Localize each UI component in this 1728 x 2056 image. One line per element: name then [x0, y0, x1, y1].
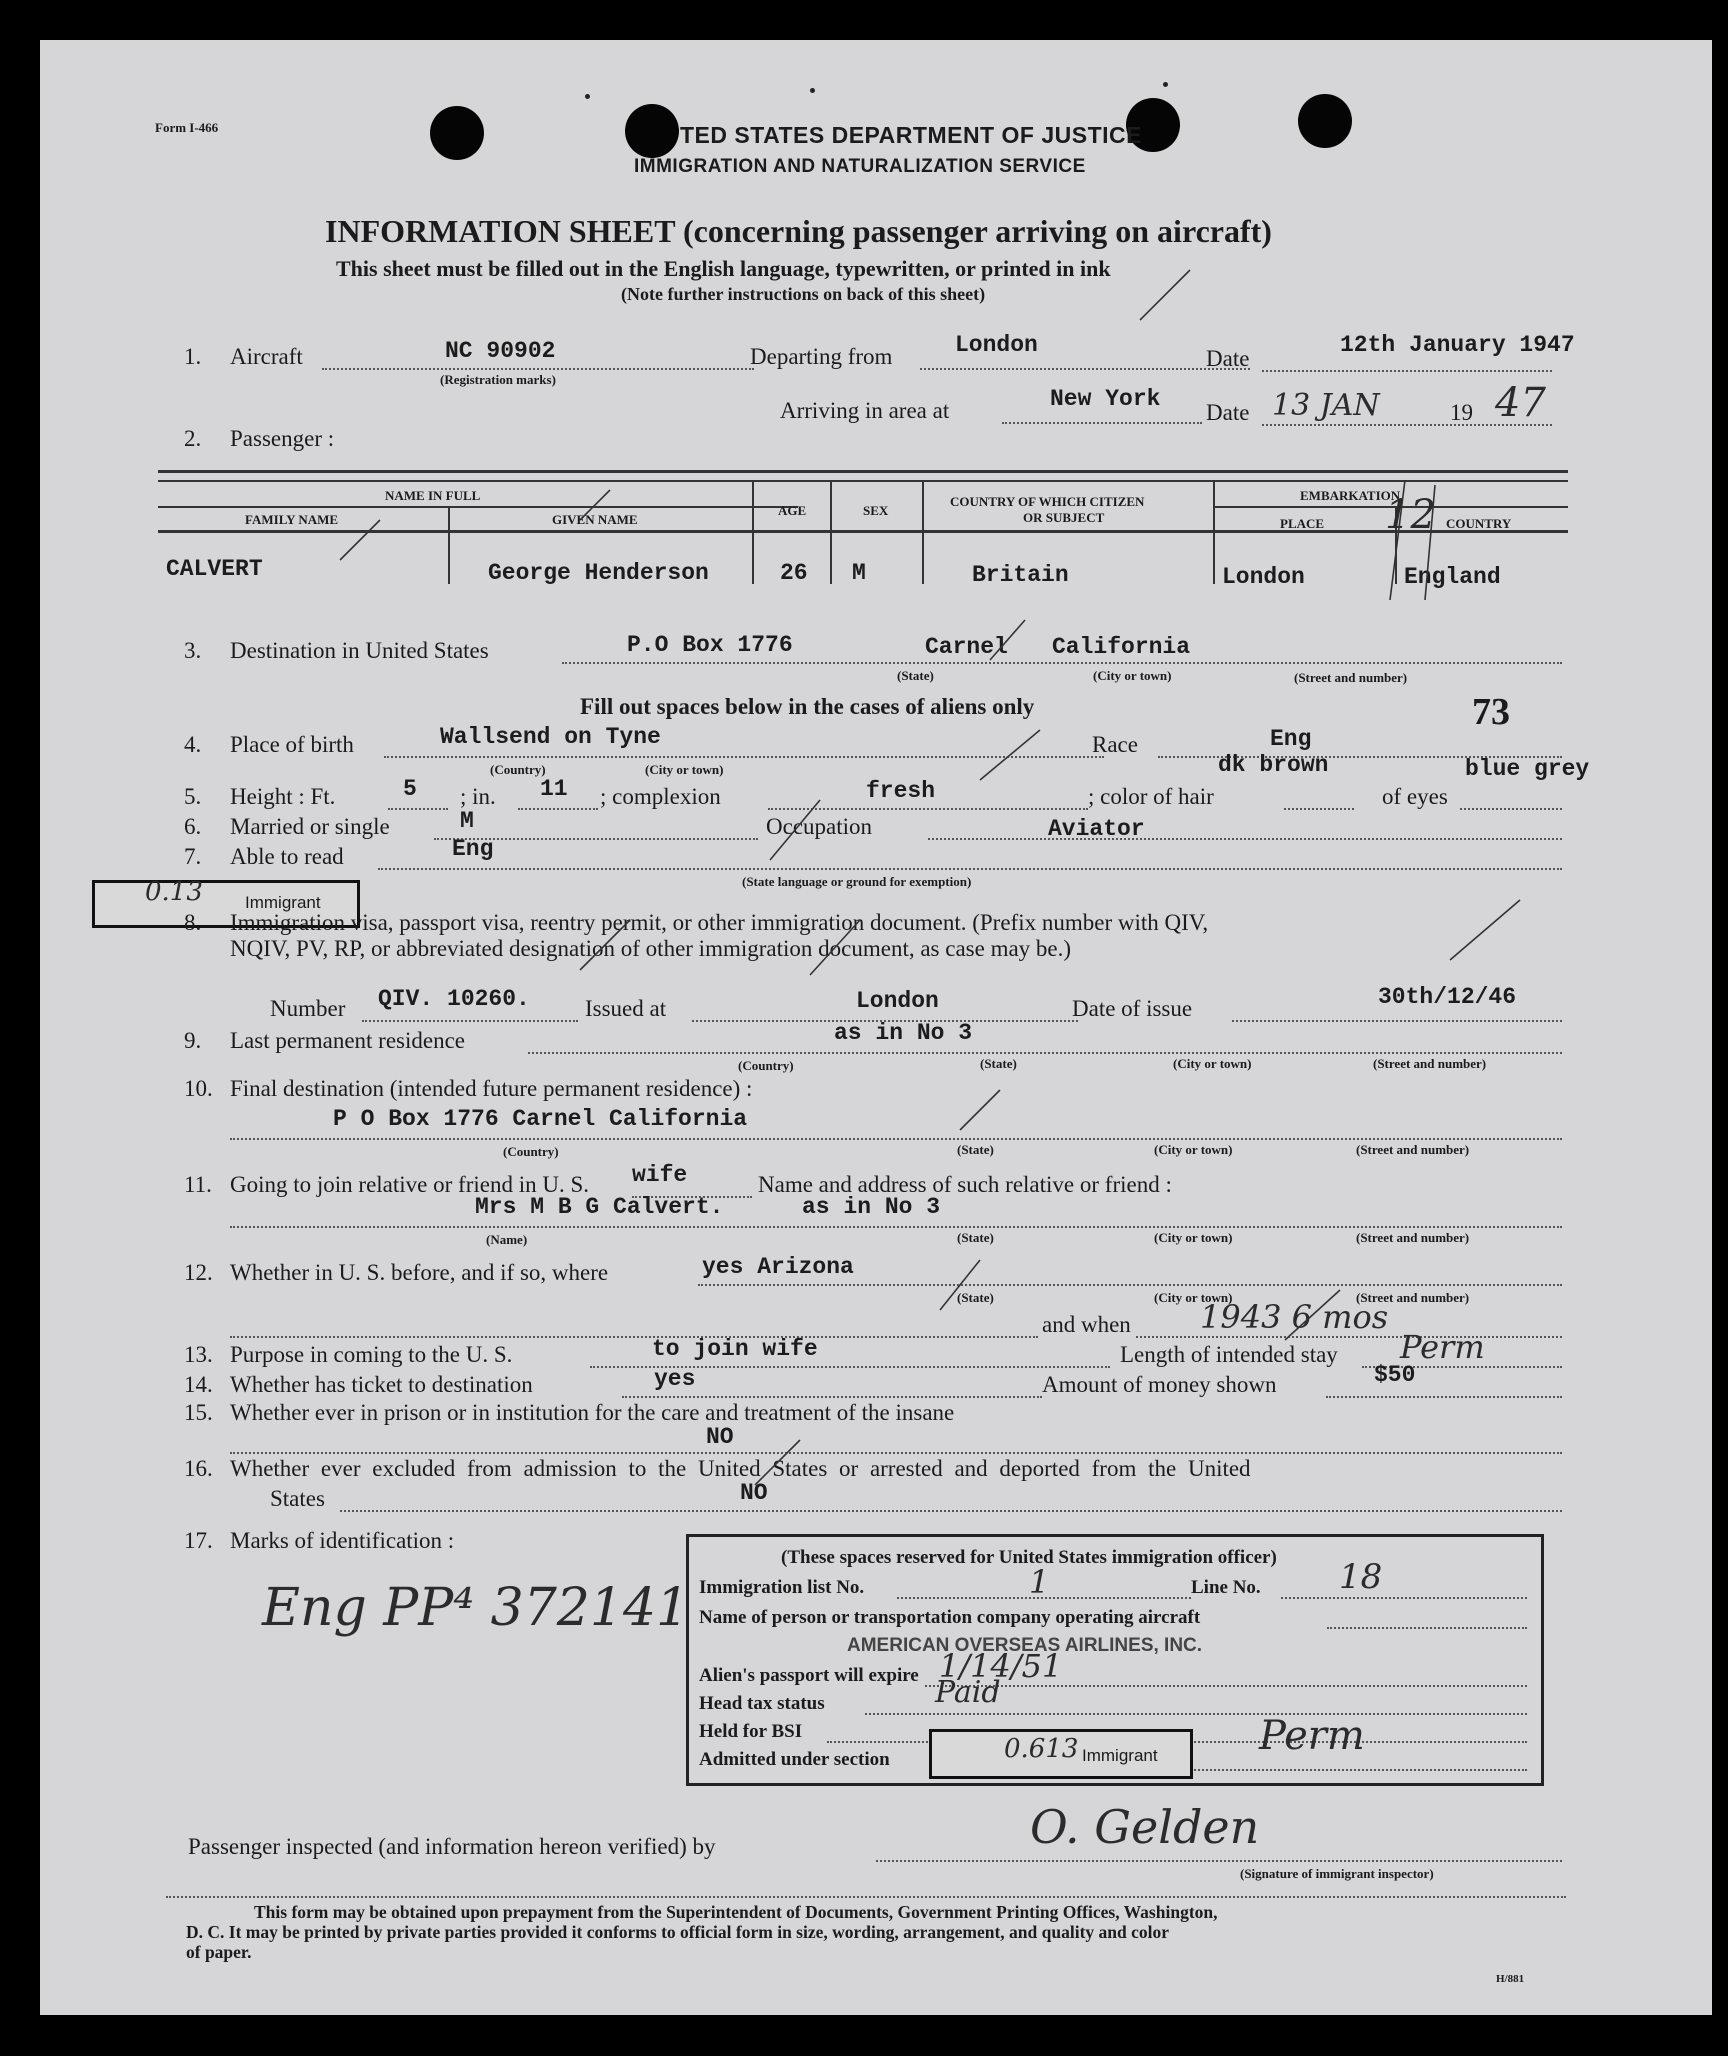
item-number: 7.: [184, 844, 202, 869]
item-number: 2.: [184, 426, 202, 451]
state-caption: (State): [897, 668, 934, 683]
hair-value: dk brown: [1218, 752, 1329, 778]
age-value: 26: [780, 560, 808, 586]
street-caption: (Street and number): [1356, 1290, 1470, 1305]
visa-number: QIV. 10260.: [378, 986, 530, 1012]
issued-label: Issued at: [585, 996, 667, 1021]
page-subtitle: This sheet must be filled out in the English language, typewritten, or printed in ink: [336, 256, 1111, 281]
name-caption: (Name): [486, 1232, 528, 1247]
footer-line1: This form may be obtained upon prepayment from the Superintendent of Documents, Government Printing Offices, Washington,: [254, 1902, 1218, 1922]
form-number: Form I-466: [155, 120, 219, 135]
visa-text-line1: Immigration visa, passport visa, reentry permit, or other immigration document. (Prefix number with QIV,: [230, 910, 1209, 935]
final-destination-value: P O Box 1776 Carnel California: [333, 1106, 748, 1132]
item-number: 6.: [184, 814, 202, 839]
item-number: 9.: [184, 1028, 202, 1053]
excluded-value: NO: [740, 1480, 768, 1506]
sex-value: M: [852, 560, 866, 586]
embarkation-header: EMBARKATION: [1300, 488, 1401, 503]
page-note: (Note further instructions on back of this sheet): [621, 284, 986, 304]
family-name-header: FAMILY NAME: [245, 512, 339, 527]
city-caption: (City or town): [645, 762, 724, 777]
country-header-2: OR SUBJECT: [1023, 510, 1105, 525]
city-caption: (City or town): [1173, 1056, 1252, 1071]
complexion-label: ; complexion: [600, 784, 721, 809]
passport-label: Alien's passport will expire: [699, 1665, 919, 1686]
item-number: 13.: [184, 1342, 213, 1367]
race-label: Race: [1092, 732, 1138, 757]
visa-text-line2: NQIV, PV, RP, or abbreviated designation of other immigration document, as case may be.): [230, 936, 1072, 961]
aircraft-label: Aircraft: [230, 344, 303, 369]
item-number: 17.: [184, 1528, 213, 1553]
visa-number-label: Number: [270, 996, 346, 1021]
country-caption: (Country): [738, 1058, 794, 1073]
item-number: 4.: [184, 732, 202, 757]
height-in: 11: [540, 776, 568, 802]
line-label: Line No.: [1191, 1577, 1261, 1598]
item-number: 12.: [184, 1260, 213, 1285]
page-title: INFORMATION SHEET (concerning passenger arriving on aircraft): [325, 213, 1272, 249]
read-value: Eng: [452, 836, 494, 862]
arrive-date-label: Date: [1206, 400, 1250, 425]
admitted-label: Admitted under section: [699, 1749, 890, 1770]
relation-value: wife: [632, 1162, 688, 1188]
country-header: COUNTRY OF WHICH CITIZEN: [950, 494, 1145, 509]
aircraft-value: NC 90902: [445, 338, 556, 364]
arrive-year-prefix: 19: [1450, 400, 1473, 425]
purpose-value: to join wife: [652, 1336, 818, 1362]
department-title: TED STATES DEPARTMENT OF JUSTICE: [680, 122, 1142, 148]
join-label: Going to join relative or friend in U. S.: [230, 1172, 589, 1197]
issued-value: London: [856, 988, 939, 1014]
stamp-text: Immigrant: [245, 893, 321, 912]
footer-line3: of paper.: [186, 1942, 252, 1962]
stamp-text: Immigrant: [1082, 1746, 1158, 1765]
arriving-label: Arriving in area at: [780, 398, 950, 423]
money-value: $50: [1374, 1362, 1416, 1388]
destination-label: Destination in United States: [230, 638, 489, 663]
stay-value: Perm: [1400, 1328, 1485, 1366]
marks-value: Eng PP⁴ 372141: [262, 1578, 690, 1638]
arrive-year: 47: [1495, 380, 1546, 426]
place-header: PLACE: [1280, 516, 1325, 531]
birthplace-value: Wallsend on Tyne: [440, 724, 661, 750]
age-header: AGE: [778, 503, 807, 518]
occupation-value: Aviator: [1048, 816, 1145, 842]
issue-date: 30th/12/46: [1378, 984, 1517, 1010]
stay-label: Length of intended stay: [1120, 1342, 1338, 1367]
relative-name: Mrs M B G Calvert.: [475, 1194, 724, 1220]
residence-label: Last permanent residence: [230, 1028, 465, 1053]
inspector-signature: O. Gelden: [1030, 1800, 1260, 1854]
complexion-value: fresh: [866, 778, 936, 804]
name-in-full-header: NAME IN FULL: [385, 488, 481, 503]
hair-label: ; color of hair: [1088, 784, 1214, 809]
tax-value: Paid: [935, 1675, 1001, 1710]
state-caption: (State): [980, 1056, 1017, 1071]
embark-place-value: London: [1222, 564, 1305, 590]
tax-label: Head tax status: [699, 1693, 825, 1714]
officer-box-title: (These spaces reserved for United States immigration officer): [781, 1547, 1277, 1568]
departing-label: Departing from: [750, 344, 893, 369]
issue-date-label: Date of issue: [1072, 996, 1193, 1021]
item-number: 5.: [184, 784, 202, 809]
before-value: yes Arizona: [702, 1254, 854, 1280]
country-caption: (Country): [503, 1144, 559, 1159]
line-value: 18: [1339, 1557, 1383, 1597]
birthplace-label: Place of birth: [230, 732, 354, 757]
inspected-label: Passenger inspected (and information hereon verified) by: [188, 1834, 716, 1859]
destination-street: P.O Box 1776: [627, 632, 793, 658]
item-number: 14.: [184, 1372, 213, 1397]
destination-state: California: [1052, 634, 1191, 660]
inches-label: ; in.: [460, 784, 496, 809]
money-label: Amount of money shown: [1042, 1372, 1277, 1397]
passenger-label: Passenger :: [230, 426, 335, 451]
list-label: Immigration list No.: [699, 1577, 865, 1598]
given-name-header: GIVEN NAME: [552, 512, 638, 527]
street-caption: (Street and number): [1294, 670, 1408, 685]
ticket-label: Whether has ticket to destination: [230, 1372, 533, 1397]
embark-handwritten: 12: [1385, 492, 1436, 538]
state-caption: (State): [957, 1230, 994, 1245]
item-number: 15.: [184, 1400, 213, 1425]
footer-code: H/881: [1496, 1973, 1525, 1985]
residence-value: as in No 3: [834, 1020, 973, 1046]
company-value: AMERICAN OVERSEAS AIRLINES, INC.: [847, 1635, 1203, 1656]
item-number: 16.: [184, 1456, 213, 1481]
final-destination-label: Final destination (intended future permanent residence) :: [230, 1076, 753, 1101]
eyes-label: of eyes: [1382, 784, 1448, 809]
registration-caption: (Registration marks): [440, 372, 556, 387]
sheet-number: 73: [1472, 691, 1510, 733]
passport-value: 1/14/51: [939, 1647, 1063, 1685]
read-label: Able to read: [230, 844, 344, 869]
item-number: 10.: [184, 1076, 213, 1101]
given-name-value: George Henderson: [488, 560, 709, 586]
excluded-label: Whether ever excluded from admission to the United States or arrested and deported from the United: [230, 1456, 1251, 1481]
prison-label: Whether ever in prison or in institution for the care and treatment of the insane: [230, 1400, 955, 1425]
city-caption: (City or town): [1154, 1142, 1233, 1157]
height-ft: 5: [403, 776, 417, 802]
embark-country-value: England: [1404, 564, 1501, 590]
pencil-ticks: [40, 40, 1712, 2015]
stamp-handwriting: 0.613: [1004, 1734, 1079, 1764]
list-value: 1: [1029, 1563, 1050, 1601]
relative-name-label: Name and address of such relative or friend :: [758, 1172, 1172, 1197]
stamp-handwriting: 0.13: [145, 877, 203, 907]
state-caption: (State): [957, 1290, 994, 1305]
footer-line2: D. C. It may be printed by private parties provided it conforms to official form in size, wording, arrangement, and quality and color: [186, 1922, 1170, 1942]
signature-caption: (Signature of immigrant inspector): [1240, 1866, 1434, 1881]
street-caption: (Street and number): [1356, 1230, 1470, 1245]
before-label: Whether in U. S. before, and if so, where: [230, 1260, 609, 1285]
country-caption: (Country): [490, 762, 546, 777]
city-caption: (City or town): [1154, 1230, 1233, 1245]
form-sheet: [40, 40, 1712, 2015]
citizenship-value: Britain: [972, 562, 1069, 588]
eyes-value: blue grey: [1465, 756, 1590, 782]
item-number: 3.: [184, 638, 202, 663]
arrive-date: 13 JAN: [1272, 388, 1380, 423]
street-caption: (Street and number): [1373, 1056, 1487, 1071]
destination-city: Carnel: [925, 634, 1008, 660]
arriving-value: New York: [1050, 386, 1161, 412]
married-value: M: [460, 808, 474, 834]
depart-date: 12th January 1947: [1340, 332, 1575, 358]
state-caption: (State): [957, 1142, 994, 1157]
company-label: Name of person or transportation company operating aircraft: [699, 1607, 1201, 1628]
race-value: Eng: [1270, 726, 1312, 752]
when-value: 1943 6 mos: [1200, 1298, 1389, 1336]
when-label: and when: [1042, 1312, 1131, 1337]
date-label: Date: [1206, 346, 1250, 371]
city-caption: (City or town): [1093, 668, 1172, 683]
service-title: IMMIGRATION AND NATURALIZATION SERVICE: [634, 156, 1086, 177]
prison-value: NO: [706, 1424, 734, 1450]
language-caption: (State language or ground for exemption): [742, 874, 972, 889]
relative-address: as in No 3: [802, 1194, 941, 1220]
marks-label: Marks of identification :: [230, 1528, 455, 1553]
city-caption: (City or town): [1154, 1290, 1233, 1305]
height-label: Height : Ft.: [230, 784, 336, 809]
embark-country-header: COUNTRY: [1446, 516, 1512, 531]
family-name-value: CALVERT: [166, 556, 263, 582]
excluded-label-2: States: [270, 1486, 325, 1511]
perm-signature: Perm: [1259, 1713, 1365, 1759]
street-caption: (Street and number): [1356, 1142, 1470, 1157]
item-number: 1.: [184, 344, 202, 369]
item-number: 8.: [184, 910, 202, 935]
aliens-note: Fill out spaces below in the cases of aliens only: [580, 694, 1035, 719]
occupation-label: Occupation: [766, 814, 873, 839]
married-label: Married or single: [230, 814, 390, 839]
ticket-value: yes: [654, 1366, 696, 1392]
departing-value: London: [955, 332, 1038, 358]
bsi-label: Held for BSI: [699, 1721, 803, 1742]
purpose-label: Purpose in coming to the U. S.: [230, 1342, 513, 1367]
sex-header: SEX: [863, 503, 889, 518]
item-number: 11.: [184, 1172, 212, 1197]
